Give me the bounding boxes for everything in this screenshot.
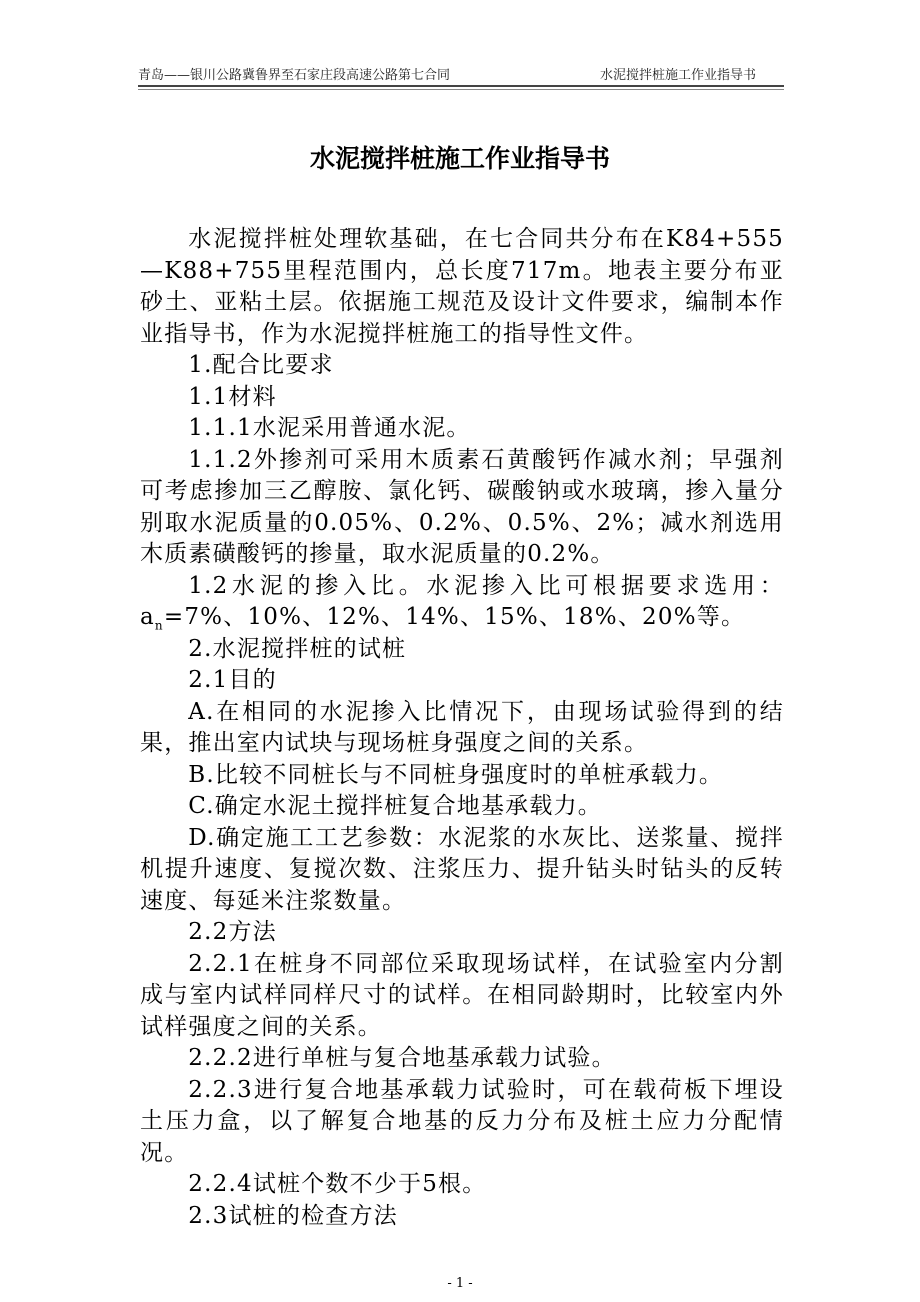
paragraph: 2.2.3进行复合地基承载力试验时，可在载荷板下埋设土压力盒，以了解复合地基的反力分布及桩土应力分配情况。: [140, 1076, 784, 1166]
paragraph: A.在相同的水泥掺入比情况下，由现场试验得到的结果，推出室内试块与现场桩身强度之间的关系。: [140, 698, 784, 756]
document-body: [140, 224, 784, 1232]
header-project: 青岛——银川公路冀鲁界至石家庄段高速公路第七合同: [138, 68, 451, 83]
paragraph: 2.2.1在桩身不同部位采取现场试样，在试验室内分割成与室内试样同样尺寸的试样。在相同龄期时，比较室内外试样强度之间的关系。: [140, 950, 784, 1040]
paragraph: 1.配合比要求: [188, 352, 334, 378]
page-number: - 1 -: [447, 1276, 473, 1291]
paragraph: 2.3试桩的检查方法: [188, 1202, 398, 1229]
header-doc-title: 水泥搅拌桩施工作业指导书: [599, 68, 756, 83]
paragraph: 2.2方法: [188, 919, 277, 945]
paragraph: D.确定施工工艺参数：水泥浆的水灰比、送浆量、搅拌机提升速度、复搅次数、注浆压力、提升钻头时钻头的反转速度、每延米注浆数量。: [140, 824, 784, 914]
paragraph: 2.2.2进行单桩与复合地基承载力试验。: [188, 1045, 616, 1071]
paragraph-ratio: [140, 571, 784, 634]
ratio-values: =7%、10%、12%、14%、15%、18%、20%等。: [163, 604, 746, 630]
paragraph: 1.1材料: [188, 383, 277, 410]
ratio-subscript: n: [154, 618, 164, 633]
paragraph: 水泥搅拌桩处理软基础，在七合同共分布在K84+555—K88+755里程范围内，总长度717m。地表主要分布亚砂土、亚粘土层。依据施工规范及设计文件要求，编制本作业指导书，作为水泥搅拌桩施工的指导性文件。: [140, 226, 784, 347]
paragraph: B.比较不同桩长与不同桩身强度时的单桩承载力。: [188, 761, 724, 788]
header-rule: [138, 85, 784, 90]
paragraph: C.确定水泥土搅拌桩复合地基承载力。: [188, 793, 602, 819]
page-header: [138, 64, 784, 86]
paragraph: 2.水泥搅拌桩的试桩: [188, 635, 407, 662]
document-title: 水泥搅拌桩施工作业指导书: [309, 144, 610, 173]
paragraph: 1.1.1水泥采用普通水泥。: [188, 415, 471, 441]
paragraph: 2.2.4试桩个数不少于5根。: [188, 1171, 487, 1197]
paragraph: 1.1.2外掺剂可采用木质素石黄酸钙作减水剂；早强剂可考虑掺加三乙醇胺、氯化钙、碳酸钠或水玻璃，掺入量分别取水泥质量的0.05%、0.2%、0.5%、2%；减水剂选用木质素磺酸钙的掺量，取水泥质量的0.2%。: [140, 446, 784, 567]
paragraph: 2.1目的: [188, 667, 277, 693]
ratio-text: 1.2水泥的掺入比。水泥掺入比可根据要求选用：a: [140, 572, 784, 630]
